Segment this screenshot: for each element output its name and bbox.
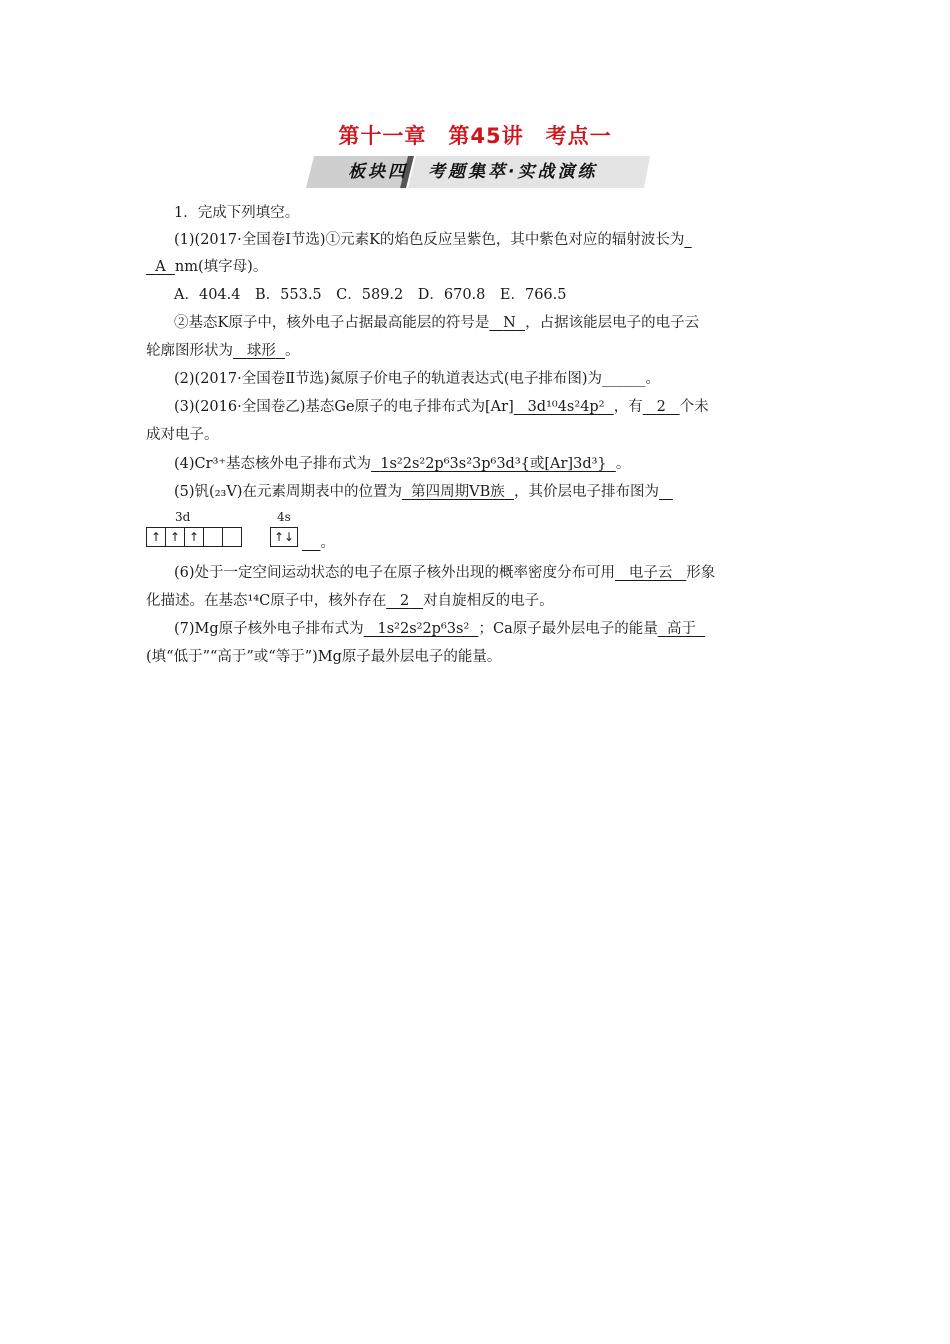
part6-answer-1: 电子云 <box>628 565 673 581</box>
part1-answer-line: A nm(填字母)。 <box>155 259 268 275</box>
part1-answer: A <box>155 259 166 275</box>
part1b-answer-1: N <box>503 315 516 331</box>
part6-text: (6)处于一定空间运动状态的电子在原子核外出现的概率密度分布可用 电子云 形象 <box>174 565 716 581</box>
orbital-label-3d: 3d <box>175 510 191 524</box>
part3-text: (3)(2016·全国卷乙)基态Ge原子的电子排布式为[Ar] 3d¹⁰4s²4p² ，有 2 个未 <box>174 399 709 415</box>
part5-text: (5)钒(₂₃V)在元素周期表中的位置为 第四周期ⅤB族 ，其价层电子排布图为 <box>174 484 660 500</box>
part2-text: (2)(2017·全国卷Ⅱ节选)氮原子价电子的轨道表达式(电子排布图)为______。 <box>174 371 661 387</box>
section-banner <box>304 156 650 188</box>
part7-answer-2: 高于 <box>666 621 696 637</box>
banner-section-label: 板块四 <box>348 162 408 182</box>
orbital-diagram-4s <box>270 527 297 547</box>
part3-text-2: 成对电子。 <box>146 427 219 443</box>
part5-end: 。 <box>320 535 335 551</box>
part7-answer-1: 1s²2s²2p⁶3s² <box>377 621 470 637</box>
part6-answer-2: 2 <box>400 593 410 609</box>
part7-text: (7)Mg原子核外电子排布式为 1s²2s²2p⁶3s² ；Ca原子最外层电子的能量 高于 <box>174 621 696 637</box>
orbital-box: ↑ <box>184 527 204 547</box>
part1-text: (1)(2017·全国卷Ⅰ节选)①元素K的焰色反应呈紫色，其中紫色对应的辐射波长为_ <box>174 232 692 248</box>
part1-options: A．404.4 B．553.5 C．589.2 D．670.8 E．766.5 <box>174 287 567 303</box>
question-intro: 1．完成下列填空。 <box>174 205 300 221</box>
orbital-box <box>203 527 223 547</box>
orbital-diagram-3d <box>146 527 241 547</box>
part6-text-2: 化描述。在基态¹⁴C原子中，核外存在 2 对自旋相反的电子。 <box>146 593 554 609</box>
part3-answer-count: 2 <box>656 399 666 415</box>
part3-answer-config: 3d¹⁰4s²4p² <box>527 399 605 415</box>
orbital-label-4s: 4s <box>277 510 291 524</box>
part1b-text-2: 轮廓图形状为 球形 。 <box>146 343 300 359</box>
part4-text: (4)Cr³⁺基态核外电子排布式为 1s²2s²2p⁶3s²3p⁶3d³{或[Ar]3d³} 。 <box>174 456 631 472</box>
part1b-answer-2: 球形 <box>246 343 276 359</box>
part7-text-2: (填“低于”“高于”或“等于”)Mg原子最外层电子的能量。 <box>146 649 502 665</box>
part4-answer: 1s²2s²2p⁶3s²3p⁶3d³{或[Ar]3d³} <box>380 456 607 472</box>
part5-answer-position: 第四周期ⅤB族 <box>411 484 505 500</box>
part1b-text: ②基态K原子中，核外电子占据最高能层的符号是 N ，占据该能层电子的电子云 <box>174 315 700 331</box>
orbital-box: ↑ <box>146 527 166 547</box>
banner-section-name: 考题集萃·实战演练 <box>428 162 598 182</box>
page-title: 第十一章 第45讲 考点一 <box>338 124 612 148</box>
orbital-box: ↑ <box>165 527 185 547</box>
orbital-box: ↑↓ <box>270 527 298 547</box>
orbital-box <box>222 527 242 547</box>
